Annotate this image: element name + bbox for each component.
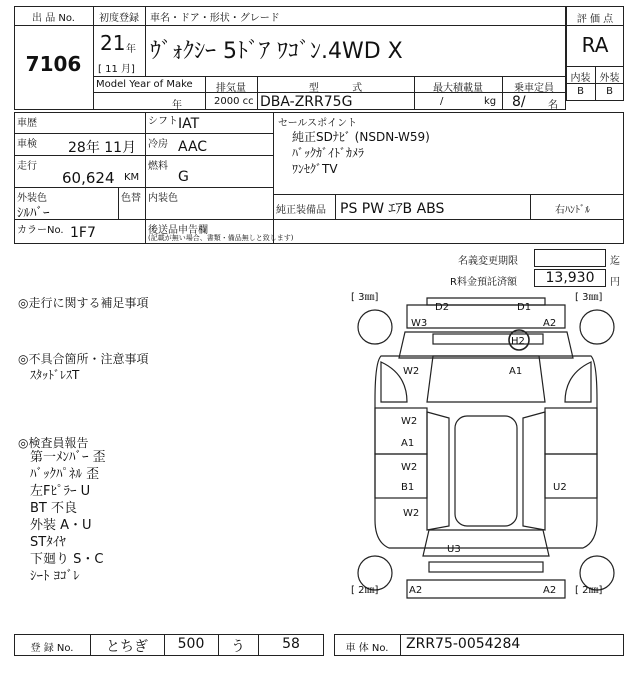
mark-a2-top: A2 — [543, 318, 557, 329]
reg-no-label: 登 録 No. — [30, 643, 74, 654]
inspection-value: 28年 11月 — [68, 140, 137, 156]
mark-u3: U3 — [447, 544, 461, 555]
inspector-item: 左Fﾋﾟﾗｰ U — [30, 484, 91, 499]
handle-value: 右ﾊﾝﾄﾞﾙ — [555, 205, 590, 216]
grade-label: 評 価 点 — [576, 14, 614, 25]
window-right — [523, 412, 545, 530]
inspector-title: ◎検査員報告 — [18, 436, 89, 450]
defects-title: ◎不具合箇所・注意事項 — [18, 352, 149, 366]
ext-color-value: ｼﾙﾊﾞｰ — [17, 206, 50, 221]
equipment-label: 純正装備品 — [276, 205, 326, 216]
car-name: ｳﾞｫｸｼｰ 5ﾄﾞｱ ﾜｺﾞﾝ.4WD X — [150, 39, 403, 64]
fuel-value: G — [178, 169, 189, 185]
sales-point-3: ﾜﾝｾｸﾞTV — [292, 162, 338, 176]
history-label: 車歴 — [17, 118, 37, 129]
ac-label: 冷房 — [148, 139, 168, 150]
color-no-label: カラーNo. — [17, 225, 64, 236]
first-reg-label: 初度登録 — [99, 13, 139, 24]
mileage-value: 60,624 — [62, 169, 115, 187]
mark-w2-door1: W2 — [401, 416, 418, 427]
capacity-label: 乗車定員 — [514, 83, 554, 94]
mark-w3: W3 — [411, 318, 428, 329]
mileage-label: 走行 — [17, 161, 37, 172]
interior-grade: B — [577, 86, 584, 97]
roof — [455, 416, 517, 526]
mileage-unit: KM — [124, 172, 140, 183]
reg-year: 21 — [100, 31, 126, 55]
windshield — [427, 356, 545, 402]
tread-tl: [ 3㎜] — [351, 292, 379, 303]
name-change-label: 名義変更期限 — [458, 256, 518, 267]
inspector-item: STﾀｲﾔ — [30, 535, 66, 550]
car-diagram — [345, 290, 625, 615]
exterior-label: 外装 — [599, 73, 620, 84]
rear-window — [423, 530, 549, 556]
mark-u2: U2 — [553, 482, 567, 493]
inspector-item: 第一ﾒﾝﾊﾞｰ 歪 — [30, 450, 106, 465]
mark-a2-bl: A2 — [409, 585, 423, 596]
inspector-item: 下廻り S・C — [30, 552, 104, 567]
name-change-box — [534, 249, 606, 267]
tire-front-right — [580, 310, 614, 344]
sales-point-1: 純正SDﾅﾋﾞ (NSDN-W59) — [292, 130, 430, 144]
int-color-label: 内装色 — [148, 193, 178, 204]
recycle-label: R料金預託済額 — [450, 277, 517, 288]
reg-month: [ 11 月] — [98, 64, 135, 75]
chassis-no: ZRR75-0054284 — [406, 636, 521, 652]
inspector-item: BT 不良 — [30, 501, 77, 516]
front-bumper — [407, 305, 565, 328]
mark-h2: H2 — [511, 336, 525, 347]
model-year-unit: 年 — [172, 100, 182, 111]
reg-year-unit: 年 — [126, 44, 136, 55]
sales-points-label: セールスポイント — [278, 118, 358, 129]
reg-kana: う — [231, 639, 245, 655]
lot-number: 7106 — [25, 52, 82, 76]
hood — [399, 332, 573, 358]
inspector-item: ｼｰﾄ ﾖｺﾞﾚ — [30, 569, 80, 584]
recycle-value: 13,930 — [545, 270, 595, 286]
mark-a1-right: A1 — [509, 366, 523, 377]
exterior-grade: B — [606, 86, 613, 97]
reg-number: 58 — [282, 636, 300, 652]
inspector-item: ﾊﾞｯｸﾊﾟﾈﾙ 歪 — [30, 467, 100, 482]
rear-bumper — [407, 580, 565, 598]
front-right-fender — [565, 362, 591, 402]
displacement-label: 排気量 — [216, 83, 246, 94]
capacity: 8/ — [512, 94, 526, 110]
reg-region: とちぎ — [106, 639, 148, 655]
ext-color-label: 外装色 — [17, 193, 47, 204]
model-year-label: Model Year of Make — [96, 79, 193, 90]
name-change-unit: 迄 — [610, 256, 620, 267]
mark-d2: D2 — [435, 302, 450, 313]
color-no-value: 1F7 — [70, 225, 96, 241]
model-label: 型 式 — [308, 83, 363, 94]
equipment-value: PS PW ｴｱB ABS — [340, 201, 445, 217]
overall-grade: RA — [581, 33, 609, 57]
recycle-unit: 円 — [610, 277, 620, 288]
reg-class: 500 — [177, 636, 205, 652]
mark-b1-door2: B1 — [401, 482, 415, 493]
body-outline — [375, 356, 597, 548]
tire-front-left — [358, 310, 392, 344]
sales-point-2: ﾊﾞｯｸｶﾞｲﾄﾞｶﾒﾗ — [292, 146, 365, 160]
mark-d1: D1 — [517, 302, 532, 313]
inspection-label: 車検 — [17, 139, 37, 150]
chassis-label: 車 体 No. — [345, 643, 389, 654]
displacement: 2000 cc — [214, 96, 254, 107]
inspector-list — [30, 449, 106, 585]
tread-bl: [ 2㎜] — [351, 585, 379, 596]
door-right-front — [545, 408, 597, 454]
max-load-unit: kg — [484, 96, 497, 107]
hood-trim — [433, 334, 543, 344]
mark-w2-door2: W2 — [401, 462, 418, 473]
max-load-label: 最大積載量 — [433, 83, 483, 94]
mark-w2-left: W2 — [403, 366, 420, 377]
lot-label: 出 品 No. — [32, 13, 75, 24]
mark-a2-br: A2 — [543, 585, 557, 596]
inspector-item: 外装 A・U — [30, 518, 92, 533]
docs-note: (記載が無い場合、書類・備品無しと致します) — [148, 234, 294, 242]
window-left — [427, 412, 449, 530]
fuel-label: 燃料 — [148, 161, 168, 172]
tread-br: [ 2㎜] — [575, 585, 603, 596]
mark-w2-rear: W2 — [403, 508, 420, 519]
shift-value: IAT — [178, 116, 200, 132]
capacity-unit: 名 — [548, 100, 558, 111]
shift-label: シフト — [148, 116, 178, 127]
tread-tr: [ 3㎜] — [575, 292, 603, 303]
interior-label: 内装 — [570, 73, 591, 84]
model-code: DBA-ZRR75G — [260, 94, 353, 110]
ac-value: AAC — [178, 139, 208, 155]
color-change-label: 色替 — [121, 193, 141, 204]
mark-a1-door1: A1 — [401, 438, 415, 449]
defect-item: ｽﾀｯﾄﾞﾚｽT — [30, 368, 80, 382]
tailgate-trim — [429, 562, 543, 572]
driving-title: ◎走行に関する補足事項 — [18, 296, 149, 310]
name-label: 車名・ドア・形状・グレード — [150, 13, 280, 24]
max-load-value: / — [440, 96, 444, 107]
docs-label: 後送品申告欄 — [148, 225, 208, 236]
